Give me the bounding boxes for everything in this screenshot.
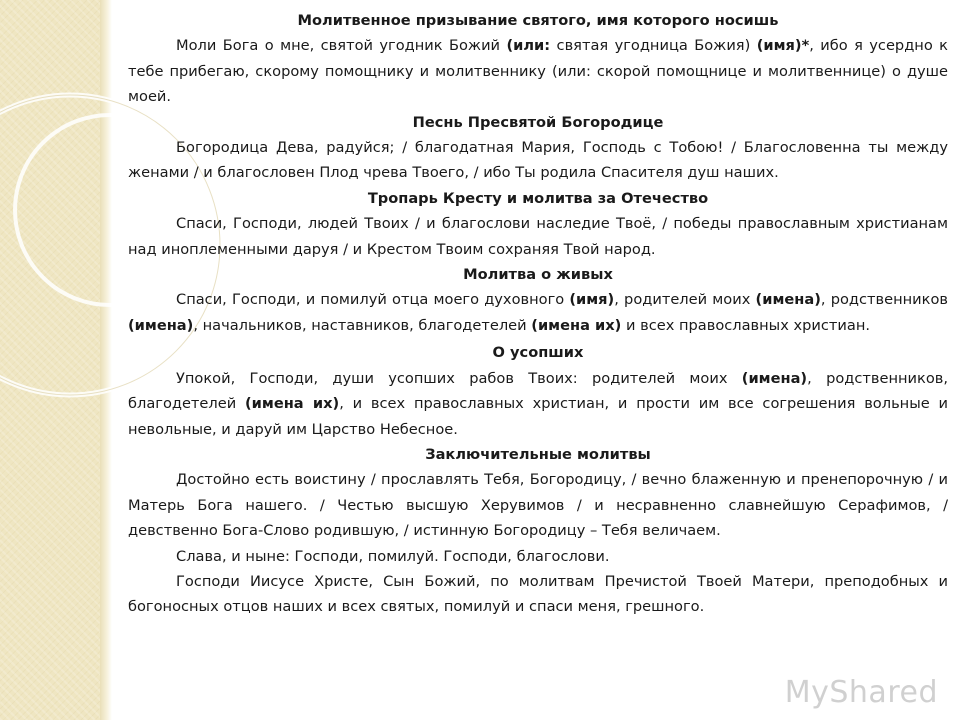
prayer-for-living: Спаси, Господи, и помилуй отца моего духовного (имя), родителей моих (имена), родственников (имена), начальников, наставников, благодетелей (имена их) и всех православных христиан. — [128, 291, 949, 334]
prayer-patron-saint: Моли Бога о мне, святой угодник Божий (или: святая угодница Божия) (имя)*, ибо я усердно к тебе прибегаю, скорому помощнику и молитвеннику (или: скорой помощнице и молитвеннице) о душе моей. — [128, 37, 948, 106]
prayer-dismissal: Господи Иисусе Христе, Сын Божий, по молитвам Пречистой Твоей Матери, преподобных и богоносных отцов наших и всех святых, помилуй и спаси меня, грешного. — [128, 572, 948, 616]
prayer-text — [128, 8, 948, 620]
prayer-glory-now: Слава, и ныне: Господи, помилуй. Господи, благослови. — [176, 547, 610, 565]
prayer-troparion-cross: Спаси, Господи, людей Твоих / и благослови наследие Твоё, / победы православным христианам над иноплеменными даруя / и Крестом Твоим сохраняя Твой народ. — [128, 215, 948, 258]
prayer-for-departed: Упокой, Господи, души усопших рабов Твоих: родителей моих (имена), родственников, благодетелей (имена их), и всех православных христиан, и прости им все согрешения вольные и невольные, и даруй им Царство Небесное. — [128, 369, 949, 438]
section-title-theotokos-song: Песнь Пресвятой Богородице — [412, 113, 664, 131]
decorative-band-edge — [100, 0, 112, 720]
section-title-patron-saint: Молитвенное призывание святого, имя которого носишь — [297, 12, 779, 29]
section-title-for-departed: О усопших — [492, 344, 584, 362]
decorative-side-band — [0, 0, 110, 720]
section-title-troparion-cross: Тропарь Кресту и молитва за Отечество — [367, 189, 709, 207]
section-title-closing-prayers: Заключительные молитвы — [425, 445, 651, 463]
watermark-logo: MyShared — [784, 675, 938, 710]
section-title-for-living: Молитва о живых — [463, 266, 613, 284]
prayer-theotokos-song: Богородица Дева, радуйся; / благодатная Мария, Господь с Тобою! / Благословенна ты между женами / и благословен Плод чрева Твоего, / ибо Ты родила Спасителя душ наших. — [128, 139, 948, 182]
prayer-axion-estin: Достойно есть воистину / прославлять Тебя, Богородицу, / вечно блаженную и пренепорочную / и Матерь Бога нашего. / Честью высшую Херувимов / и несравненно славнейшую Серафимов, / девственно Бога-Слово родившую, / истинную Богородицу – Тебя величаем. — [128, 471, 948, 540]
